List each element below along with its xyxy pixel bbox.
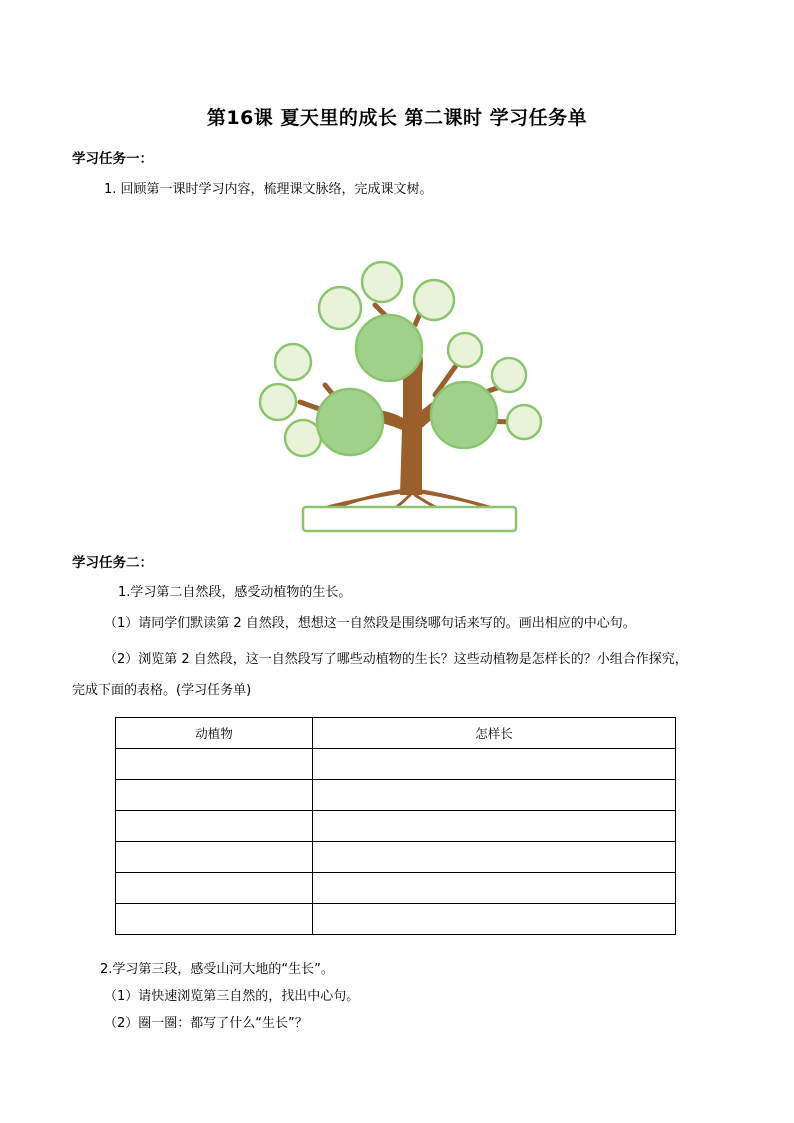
- leaf-small-9: [507, 405, 541, 439]
- task2-heading: 学习任务二：: [72, 555, 153, 571]
- leaf-large-right: [431, 382, 497, 448]
- leaf-small-4: [275, 344, 311, 380]
- leaf-small-1: [319, 287, 361, 329]
- table-cell[interactable]: [116, 842, 313, 873]
- leaf-large-left: [317, 389, 383, 455]
- leaf-small-3: [414, 280, 454, 320]
- table-row: [116, 842, 676, 873]
- task2-sub2-line2: 完成下面的表格。(学习任务单): [72, 683, 252, 698]
- table-cell[interactable]: [313, 842, 676, 873]
- table-cell[interactable]: [116, 811, 313, 842]
- leaf-small-2: [362, 262, 402, 302]
- task2-sub1: （1）请同学们默读第 2 自然段，想想这一自然段是围绕哪句话来写的。画出相应的中心句。: [104, 616, 636, 631]
- table-cell[interactable]: [313, 749, 676, 780]
- leaf-small-8: [492, 358, 526, 392]
- task1-item1: 1. 回顾第一课时学习内容，梳理课文脉络，完成课文树。: [104, 182, 433, 197]
- table-header-row: [116, 718, 676, 749]
- leaf-small-5: [260, 384, 296, 420]
- text-tree-diagram: [250, 250, 550, 540]
- animals-plants-table: [115, 717, 676, 935]
- leaf-large-top: [356, 315, 422, 381]
- header-animal-plant: 动植物: [116, 718, 313, 749]
- leaf-small-6: [285, 420, 321, 456]
- task2-sub2-line1: （2）浏览第 2 自然段，这一自然段写了哪些动植物的生长？这些动植物是怎样长的？小组合作探究，: [104, 652, 688, 667]
- table-cell[interactable]: [313, 873, 676, 904]
- leaf-small-7: [448, 333, 482, 367]
- table-cell[interactable]: [116, 873, 313, 904]
- page-title: 第16课 夏天里的成长 第二课时 学习任务单: [206, 107, 588, 129]
- task1-heading: 学习任务一：: [72, 151, 153, 167]
- table-row: [116, 811, 676, 842]
- table-cell[interactable]: [313, 780, 676, 811]
- table-cell[interactable]: [116, 904, 313, 935]
- tree-title-box: [303, 507, 516, 531]
- table-row: [116, 780, 676, 811]
- table-cell[interactable]: [313, 811, 676, 842]
- table-cell[interactable]: [116, 749, 313, 780]
- task2-item2: 2.学习第三段，感受山河大地的“生长”。: [100, 962, 334, 977]
- table-row: [116, 749, 676, 780]
- header-how-grow: 怎样长: [313, 718, 676, 749]
- task2-item1: 1.学习第二自然段，感受动植物的生长。: [118, 585, 352, 600]
- table-cell[interactable]: [116, 780, 313, 811]
- table-cell[interactable]: [313, 904, 676, 935]
- task2-item2-sub2: （2）圈一圈：都写了什么“生长”？: [104, 1016, 308, 1031]
- task2-item2-sub1: （1）请快速浏览第三自然的，找出中心句。: [104, 989, 360, 1004]
- table-row: [116, 873, 676, 904]
- table-row: [116, 904, 676, 935]
